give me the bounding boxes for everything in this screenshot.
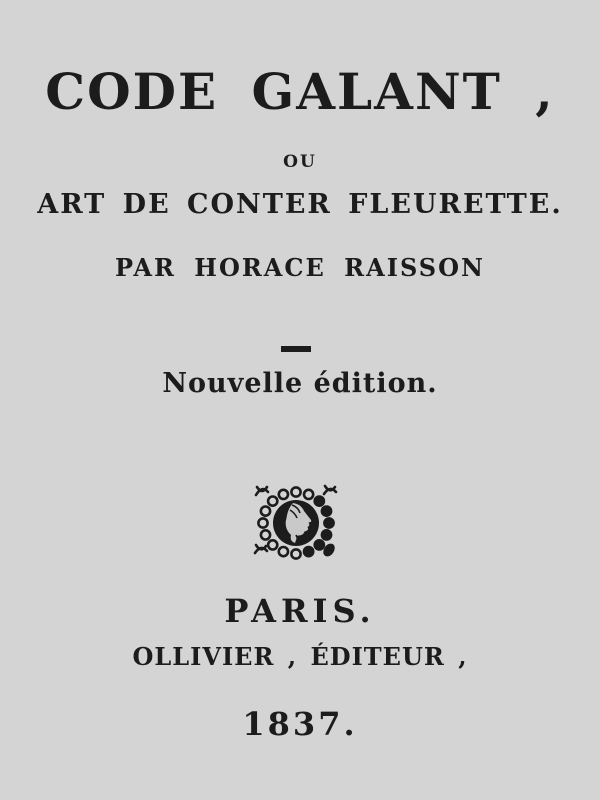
imprint-city: PARIS. [224, 592, 376, 630]
imprint-publisher: OLLIVIER , ÉDITEUR , [132, 642, 468, 671]
imprint-year: 1837. [242, 705, 358, 743]
cameo-medallion-icon [252, 483, 340, 563]
book-subtitle: ART DE CONTER FLEURETTE. [37, 189, 563, 220]
title-conjunction: OU [283, 152, 317, 172]
author-byline: PAR HORACE RAISSON [115, 253, 485, 282]
separator-rule [281, 346, 311, 352]
edition-note: Nouvelle édition. [162, 368, 438, 399]
book-title: CODE GALANT , [45, 62, 555, 121]
